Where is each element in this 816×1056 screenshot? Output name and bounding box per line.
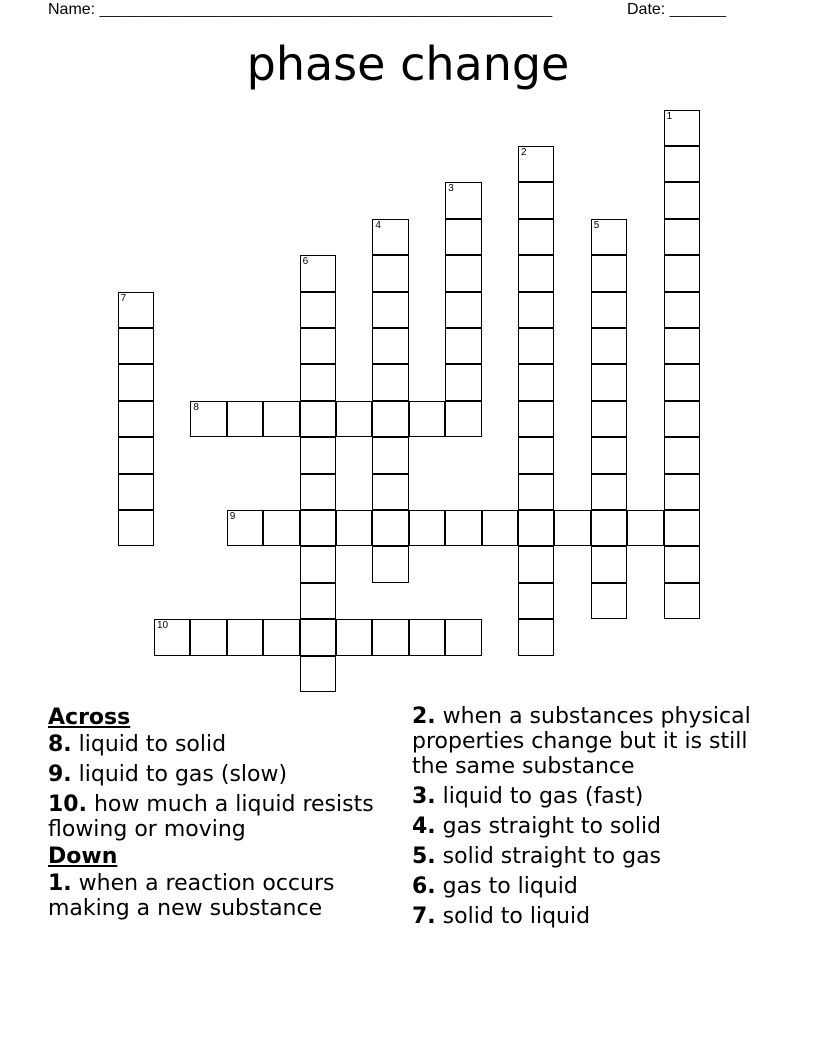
grid-cell[interactable] <box>118 510 154 546</box>
clue-down-6 <box>412 874 752 899</box>
grid-cell[interactable] <box>300 583 336 619</box>
grid-cell[interactable] <box>300 510 336 546</box>
grid-cell[interactable] <box>664 583 700 619</box>
clue-number-label: 10 <box>157 620 169 632</box>
clue-number-label: 6 <box>302 256 309 268</box>
grid-cell[interactable] <box>518 255 554 291</box>
clue-number: 5. <box>412 844 436 869</box>
grid-cell[interactable] <box>518 219 554 255</box>
grid-cell[interactable] <box>372 619 408 655</box>
grid-cell[interactable] <box>300 401 336 437</box>
grid-cell[interactable] <box>591 328 627 364</box>
grid-cell[interactable] <box>118 364 154 400</box>
grid-cell[interactable] <box>300 255 336 291</box>
puzzle-title: phase change <box>246 37 570 91</box>
grid-cell[interactable] <box>664 219 700 255</box>
grid-cell[interactable] <box>664 401 700 437</box>
across-heading: Across <box>48 705 131 730</box>
grid-cell[interactable] <box>409 619 445 655</box>
grid-cell[interactable] <box>518 401 554 437</box>
grid-cell[interactable] <box>118 401 154 437</box>
down-heading: Down <box>48 844 118 869</box>
grid-cell[interactable] <box>118 328 154 364</box>
clue-number: 2. <box>412 704 436 729</box>
clue-number: 6. <box>412 874 436 899</box>
clue-text: when a substances physical properties change but it is still the same substance <box>412 704 751 779</box>
grid-cell[interactable] <box>482 510 518 546</box>
clue-number: 1. <box>48 871 72 896</box>
grid-cell[interactable] <box>518 474 554 510</box>
clue-number-label: 3 <box>448 183 454 195</box>
grid-cell[interactable] <box>518 292 554 328</box>
clue-text: liquid to gas (fast) <box>442 784 644 809</box>
grid-cell[interactable] <box>591 474 627 510</box>
grid-cell[interactable] <box>518 146 554 182</box>
grid-cell[interactable] <box>409 510 445 546</box>
grid-cell[interactable] <box>336 510 372 546</box>
clue-down-3 <box>412 784 752 809</box>
grid-cell[interactable] <box>300 292 336 328</box>
grid-cell[interactable] <box>445 364 481 400</box>
clue-number: 7. <box>412 904 436 929</box>
grid-cell[interactable] <box>664 364 700 400</box>
grid-cell[interactable] <box>518 364 554 400</box>
grid-cell[interactable] <box>445 182 481 218</box>
grid-cell[interactable] <box>336 619 372 655</box>
grid-cell[interactable] <box>300 546 336 582</box>
grid-cell[interactable] <box>664 182 700 218</box>
grid-cell[interactable] <box>518 583 554 619</box>
clue-down-1 <box>48 871 383 921</box>
clues-right-column <box>412 704 752 934</box>
grid-cell[interactable] <box>518 437 554 473</box>
grid-cell[interactable] <box>445 255 481 291</box>
clue-number: 10. <box>48 792 87 817</box>
grid-cell[interactable] <box>154 619 190 655</box>
grid-cell[interactable] <box>518 328 554 364</box>
grid-cell[interactable] <box>409 401 445 437</box>
grid-cell[interactable] <box>591 219 627 255</box>
clue-text: gas to liquid <box>442 874 578 899</box>
clue-down-5 <box>412 844 752 869</box>
grid-cell[interactable] <box>372 474 408 510</box>
grid-cell[interactable] <box>664 437 700 473</box>
grid-cell[interactable] <box>591 546 627 582</box>
grid-cell[interactable] <box>190 619 226 655</box>
grid-cell[interactable] <box>118 292 154 328</box>
grid-cell[interactable] <box>445 619 481 655</box>
grid-cell[interactable] <box>518 619 554 655</box>
grid-cell[interactable] <box>445 328 481 364</box>
grid-cell[interactable] <box>445 292 481 328</box>
grid-cell[interactable] <box>372 255 408 291</box>
grid-cell[interactable] <box>372 401 408 437</box>
grid-cell[interactable] <box>372 546 408 582</box>
grid-cell[interactable] <box>300 364 336 400</box>
grid-cell[interactable] <box>190 401 226 437</box>
grid-cell[interactable] <box>664 474 700 510</box>
clue-across-10 <box>48 792 383 842</box>
grid-cell[interactable] <box>591 401 627 437</box>
clue-text: solid straight to gas <box>442 844 662 869</box>
grid-cell[interactable] <box>336 401 372 437</box>
name-label: Name: <box>48 1 96 18</box>
clue-text: liquid to gas (slow) <box>78 762 288 787</box>
grid-cell[interactable] <box>372 328 408 364</box>
grid-cell[interactable] <box>227 619 263 655</box>
grid-cell[interactable] <box>591 364 627 400</box>
grid-cell[interactable] <box>518 546 554 582</box>
clue-text: solid to liquid <box>442 904 591 929</box>
grid-cell[interactable] <box>372 510 408 546</box>
grid-cell[interactable] <box>591 510 627 546</box>
grid-cell[interactable] <box>300 474 336 510</box>
grid-cell[interactable] <box>263 401 299 437</box>
date-blank: _______ <box>669 1 727 17</box>
clue-number-label: 2 <box>521 147 527 158</box>
grid-cell[interactable] <box>518 510 554 546</box>
grid-cell[interactable] <box>300 656 336 692</box>
grid-cell[interactable] <box>300 328 336 364</box>
grid-cell[interactable] <box>591 255 627 291</box>
grid-cell[interactable] <box>664 328 700 364</box>
clue-text: how much a liquid resists flowing or moving <box>48 792 374 842</box>
clue-across-8 <box>48 732 383 757</box>
grid-cell[interactable] <box>227 510 263 546</box>
date-label: Date: <box>627 1 666 18</box>
grid-cell[interactable] <box>118 437 154 473</box>
clue-down-4 <box>412 814 752 839</box>
grid-cell[interactable] <box>445 510 481 546</box>
clue-number-label: 9 <box>229 511 236 522</box>
grid-cell[interactable] <box>263 510 299 546</box>
grid-cell[interactable] <box>664 146 700 182</box>
grid-cell[interactable] <box>372 219 408 255</box>
grid-cell[interactable] <box>300 437 336 473</box>
clue-down-7 <box>412 904 752 929</box>
name-blank: ________________________________________________________ <box>99 1 553 17</box>
grid-cell[interactable] <box>664 255 700 291</box>
clue-number-label: 7 <box>120 292 127 304</box>
clue-text: gas straight to solid <box>442 814 662 839</box>
clue-number: 9. <box>48 762 72 787</box>
clue-text: when a reaction occurs making a new substance <box>48 871 335 921</box>
clue-number: 3. <box>412 784 436 809</box>
clue-text: liquid to solid <box>78 732 227 757</box>
grid-cell[interactable] <box>591 583 627 619</box>
grid-cell[interactable] <box>445 401 481 437</box>
clue-across-9 <box>48 762 383 787</box>
grid-cell[interactable] <box>300 619 336 655</box>
grid-cell[interactable] <box>664 292 700 328</box>
clue-down-2 <box>412 704 752 779</box>
clue-number-label: 4 <box>375 219 381 231</box>
grid-cell[interactable] <box>591 437 627 473</box>
grid-cell[interactable] <box>627 510 663 546</box>
clue-number-label: 5 <box>593 219 600 231</box>
grid-cell[interactable] <box>664 546 700 582</box>
grid-cell[interactable] <box>591 292 627 328</box>
grid-cell[interactable] <box>664 510 700 546</box>
grid-cell[interactable] <box>118 474 154 510</box>
grid-cell[interactable] <box>372 437 408 473</box>
clue-number-label: 8 <box>193 401 199 413</box>
clue-number: 4. <box>412 814 436 839</box>
grid-cell[interactable] <box>445 219 481 255</box>
grid-cell[interactable] <box>664 110 700 146</box>
grid-cell[interactable] <box>227 401 263 437</box>
grid-cell[interactable] <box>372 292 408 328</box>
grid-cell[interactable] <box>554 510 590 546</box>
clue-number: 8. <box>48 732 72 757</box>
grid-cell[interactable] <box>263 619 299 655</box>
clues-left-column <box>48 703 383 926</box>
grid-cell[interactable] <box>372 364 408 400</box>
grid-cell[interactable] <box>518 182 554 218</box>
clue-number-label: 1 <box>666 110 673 122</box>
